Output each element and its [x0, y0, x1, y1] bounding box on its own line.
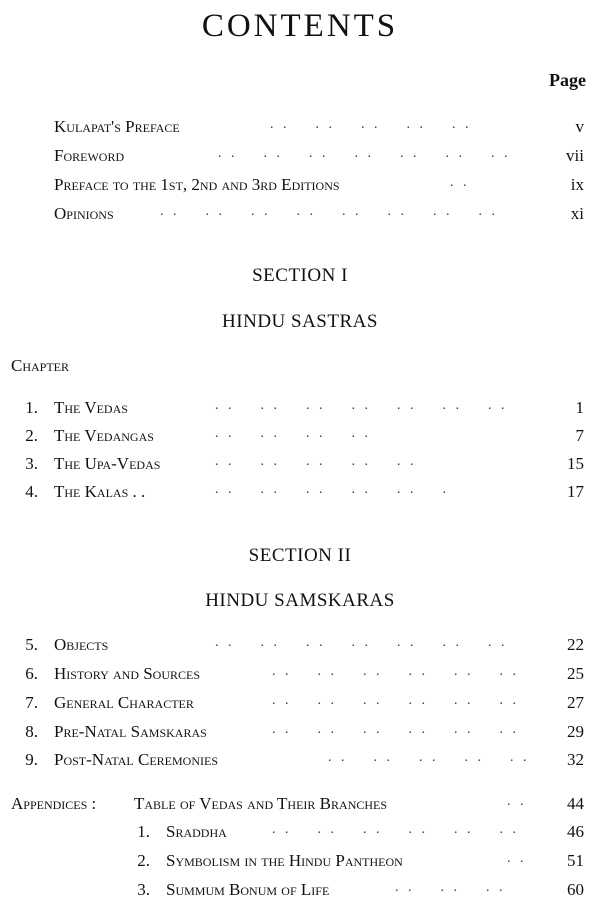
leader-dots: . . . . . . . . . . [215, 454, 417, 469]
appendices-label: Appendices : [11, 794, 97, 813]
toc-entry[interactable] [0, 722, 600, 748]
toc-entry-page: v [575, 117, 584, 136]
toc-entry[interactable] [0, 880, 600, 906]
chapter-number: 5. [25, 635, 38, 654]
leader-dots: . . . . . . [395, 880, 506, 895]
toc-entry[interactable] [0, 398, 600, 424]
toc-entry-page: 51 [567, 851, 584, 870]
page-title: CONTENTS [201, 8, 399, 44]
toc-entry[interactable] [0, 822, 600, 848]
section-number: SECTION I [252, 265, 348, 286]
leader-dots: . . . . . . . . . . . . . . . . [160, 204, 498, 219]
toc-entry-label: Sraddha [166, 822, 227, 841]
chapter-number: 3. [25, 454, 38, 473]
toc-entry-label: The Vedas [54, 398, 128, 417]
chapter-number: 6. [25, 664, 38, 683]
toc-entry[interactable] [0, 426, 600, 452]
section-number: SECTION II [248, 545, 352, 566]
toc-entry-page: 7 [575, 426, 584, 445]
toc-entry-label: Pre-Natal Samskaras [54, 722, 207, 741]
toc-entry-label: General Character [54, 693, 194, 712]
leader-dots: . . . . . . . . . . . . [272, 693, 519, 708]
toc-entry-label: The Upa-Vedas [54, 454, 161, 473]
chapter-number: 9. [25, 750, 38, 769]
toc-entry-page: 32 [567, 750, 584, 769]
toc-entry[interactable] [0, 175, 600, 201]
toc-entry-label: Preface to the 1st, 2nd and 3rd Editions [54, 175, 340, 194]
leader-dots: . . . . . . . . . . . . [272, 822, 519, 837]
toc-entry-label: Symbolism in the Hindu Pantheon [166, 851, 403, 870]
toc-entry[interactable] [0, 146, 600, 172]
toc-entry-page: 46 [567, 822, 584, 841]
toc-entry-page: 1 [575, 398, 584, 417]
chapter-number: 4. [25, 482, 38, 501]
leader-dots: . . . . . . . . . . . . [272, 722, 519, 737]
chapter-heading: Chapter [11, 356, 70, 375]
leader-dots: . . [507, 851, 527, 866]
toc-entry-label: Objects [54, 635, 109, 654]
toc-entry[interactable] [0, 750, 600, 776]
toc-entry[interactable] [0, 693, 600, 719]
leader-dots: . . . . . . . . . . . . . . [218, 146, 511, 161]
leader-dots: . . . . . . . . [215, 426, 371, 441]
leader-dots: . . [507, 794, 527, 809]
leader-dots: . . . . . . . . . . [270, 117, 472, 132]
chapter-number: 7. [25, 693, 38, 712]
toc-entry-page: vii [566, 146, 584, 165]
toc-entry-page: 15 [567, 454, 584, 473]
toc-entry-label: Kulapat's Preface [54, 117, 180, 136]
page-column-heading: Page [549, 70, 586, 90]
toc-entry-page: 60 [567, 880, 584, 899]
leader-dots: . . . . . . . . . . . [215, 482, 449, 497]
toc-entry-label: Opinions [54, 204, 114, 223]
toc-entry-page: 17 [567, 482, 584, 501]
toc-entry[interactable] [0, 851, 600, 877]
toc-entry-page: 44 [567, 794, 584, 813]
section-title: HINDU SASTRAS [222, 311, 378, 332]
toc-entry-page: 25 [567, 664, 584, 683]
appendix-number: 3. [137, 880, 150, 899]
leader-dots: . . . . . . . . . . . . . . [215, 398, 508, 413]
appendix-number: 1. [137, 822, 150, 841]
toc-entry-label: The Kalas . . [54, 482, 146, 501]
toc-entry-label: Table of Vedas and Their Branches [134, 794, 388, 813]
toc-entry[interactable] [0, 117, 600, 143]
toc-entry-page: ix [570, 175, 584, 194]
chapter-number: 2. [25, 426, 38, 445]
toc-entry[interactable] [0, 794, 600, 820]
toc-entry[interactable] [0, 635, 600, 661]
toc-entry-label: History and Sources [54, 664, 201, 683]
chapter-number: 1. [25, 398, 38, 417]
toc-entry[interactable] [0, 482, 600, 508]
toc-entry[interactable] [0, 664, 600, 690]
toc-entry-page: 29 [567, 722, 584, 741]
toc-entry-page: xi [570, 204, 584, 223]
toc-entry-page: 22 [567, 635, 584, 654]
leader-dots: . . . . . . . . . . . . . . [215, 635, 508, 650]
chapter-number: 8. [25, 722, 38, 741]
toc-entry-label: Foreword [54, 146, 125, 165]
leader-dots: . . . . . . . . . . . . [272, 664, 519, 679]
section-title: HINDU SAMSKARAS [205, 590, 395, 611]
toc-entry-label: Summum Bonum of Life [166, 880, 330, 899]
toc-entry-page: 27 [567, 693, 584, 712]
toc-entry[interactable] [0, 454, 600, 480]
toc-entry[interactable] [0, 204, 600, 230]
toc-entry-label: Post-Natal Ceremonies [54, 750, 219, 769]
appendix-number: 2. [137, 851, 150, 870]
leader-dots: . . [450, 175, 470, 190]
toc-entry-label: The Vedangas [54, 426, 154, 445]
leader-dots: . . . . . . . . . . [328, 750, 530, 765]
